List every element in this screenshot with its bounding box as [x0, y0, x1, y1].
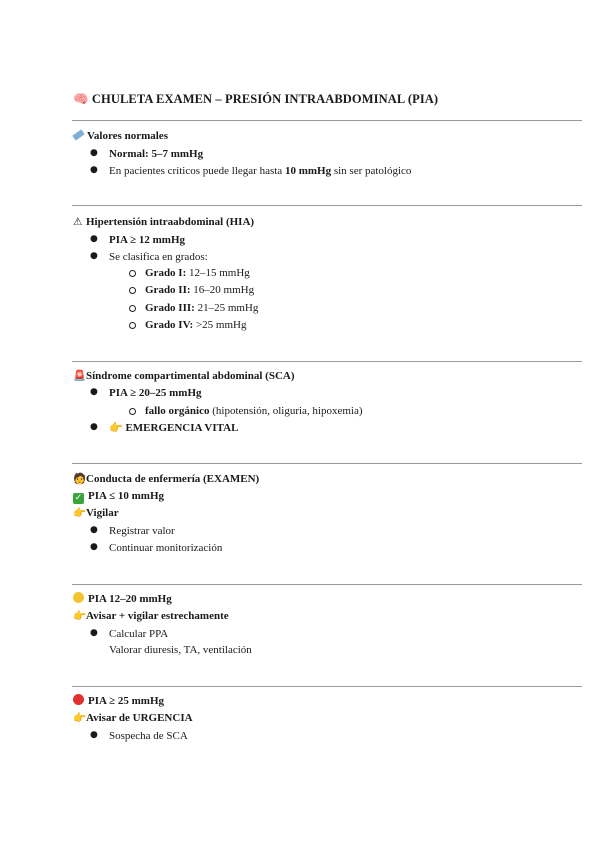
normal-range: Normal: 5–7 mmHg	[109, 148, 204, 160]
urgencia-line: 👉Avisar de URGENCIA	[73, 712, 193, 724]
pia-12-20-line: PIA 12–20 mmHg	[73, 592, 172, 606]
red-circle-icon	[73, 694, 84, 705]
pia-normal-line: ✓ PIA ≤ 10 mmHg	[74, 490, 165, 503]
bullet-icon: ●	[90, 542, 98, 552]
hia-threshold: PIA ≥ 12 mmHg	[109, 234, 186, 246]
divider	[72, 584, 582, 585]
divider	[72, 120, 582, 121]
divider	[72, 463, 582, 464]
bullet-icon: ●	[90, 730, 98, 740]
grade-item: Grado III: 21–25 mmHg	[145, 302, 259, 314]
grade-item: Grado I: 12–15 mmHg	[145, 267, 250, 279]
section-normal-values-heading: Valores normales	[73, 129, 168, 143]
bullet-icon: ●	[90, 251, 98, 261]
circle-bullet-icon	[129, 408, 136, 415]
yellow-circle-icon	[73, 592, 84, 603]
emergency-note: 👉 EMERGENCIA VITAL	[109, 422, 239, 434]
grade-item: Grado II: 16–20 mmHg	[145, 284, 255, 296]
circle-bullet-icon	[129, 305, 136, 312]
check-icon: ✓	[74, 493, 83, 503]
circle-bullet-icon	[129, 322, 136, 329]
ruler-icon	[72, 129, 84, 140]
bullet-icon: ●	[90, 387, 98, 397]
vigilar-line: 👉Vigilar	[73, 507, 119, 519]
pointing-hand-icon: 👉	[73, 610, 87, 622]
divider	[72, 686, 582, 687]
list-item: Calcular PPA	[109, 628, 169, 640]
divider	[72, 205, 582, 206]
list-item-continuation: Valorar diuresis, TA, ventilación	[109, 644, 252, 656]
organ-failure-note: fallo orgánico (hipotensión, oliguria, hipoxemia)	[145, 405, 363, 417]
grade-item: Grado IV: >25 mmHg	[145, 319, 247, 331]
pia-25-line: PIA ≥ 25 mmHg	[73, 694, 164, 708]
nurse-icon: 🧑	[73, 473, 87, 485]
warning-icon: ⚠	[73, 216, 83, 228]
circle-bullet-icon	[129, 270, 136, 277]
sca-threshold: PIA ≥ 20–25 mmHg	[109, 387, 202, 399]
list-item: Continuar monitorización	[109, 542, 223, 554]
bullet-icon: ●	[90, 422, 98, 432]
hia-classification: Se clasifica en grados:	[109, 251, 208, 263]
page-title: 🧠 CHULETA EXAMEN – PRESIÓN INTRAABDOMINAL (PIA)	[73, 92, 439, 106]
critical-patients-note: En pacientes críticos puede llegar hasta 10 mmHg sin ser patológico	[109, 165, 412, 177]
list-item: Sospecha de SCA	[109, 730, 188, 742]
bullet-icon: ●	[90, 165, 98, 175]
list-item: Registrar valor	[109, 525, 175, 537]
bullet-icon: ●	[90, 525, 98, 535]
siren-icon: 🚨	[73, 370, 87, 382]
avisar-vigilar-line: 👉Avisar + vigilar estrechamente	[73, 610, 229, 622]
pointing-hand-icon: 👉	[73, 507, 87, 519]
bullet-icon: ●	[90, 628, 98, 638]
section-sca-heading: 🚨Síndrome compartimental abdominal (SCA)	[73, 370, 295, 382]
bullet-icon: ●	[90, 148, 98, 158]
circle-bullet-icon	[129, 287, 136, 294]
section-nursing-heading: 🧑Conducta de enfermería (EXAMEN)	[73, 473, 260, 485]
divider	[72, 361, 582, 362]
pointing-hand-icon: 👉	[73, 712, 87, 724]
bullet-icon: ●	[90, 234, 98, 244]
section-hia-heading: ⚠ Hipertensión intraabdominal (HIA)	[73, 216, 255, 228]
